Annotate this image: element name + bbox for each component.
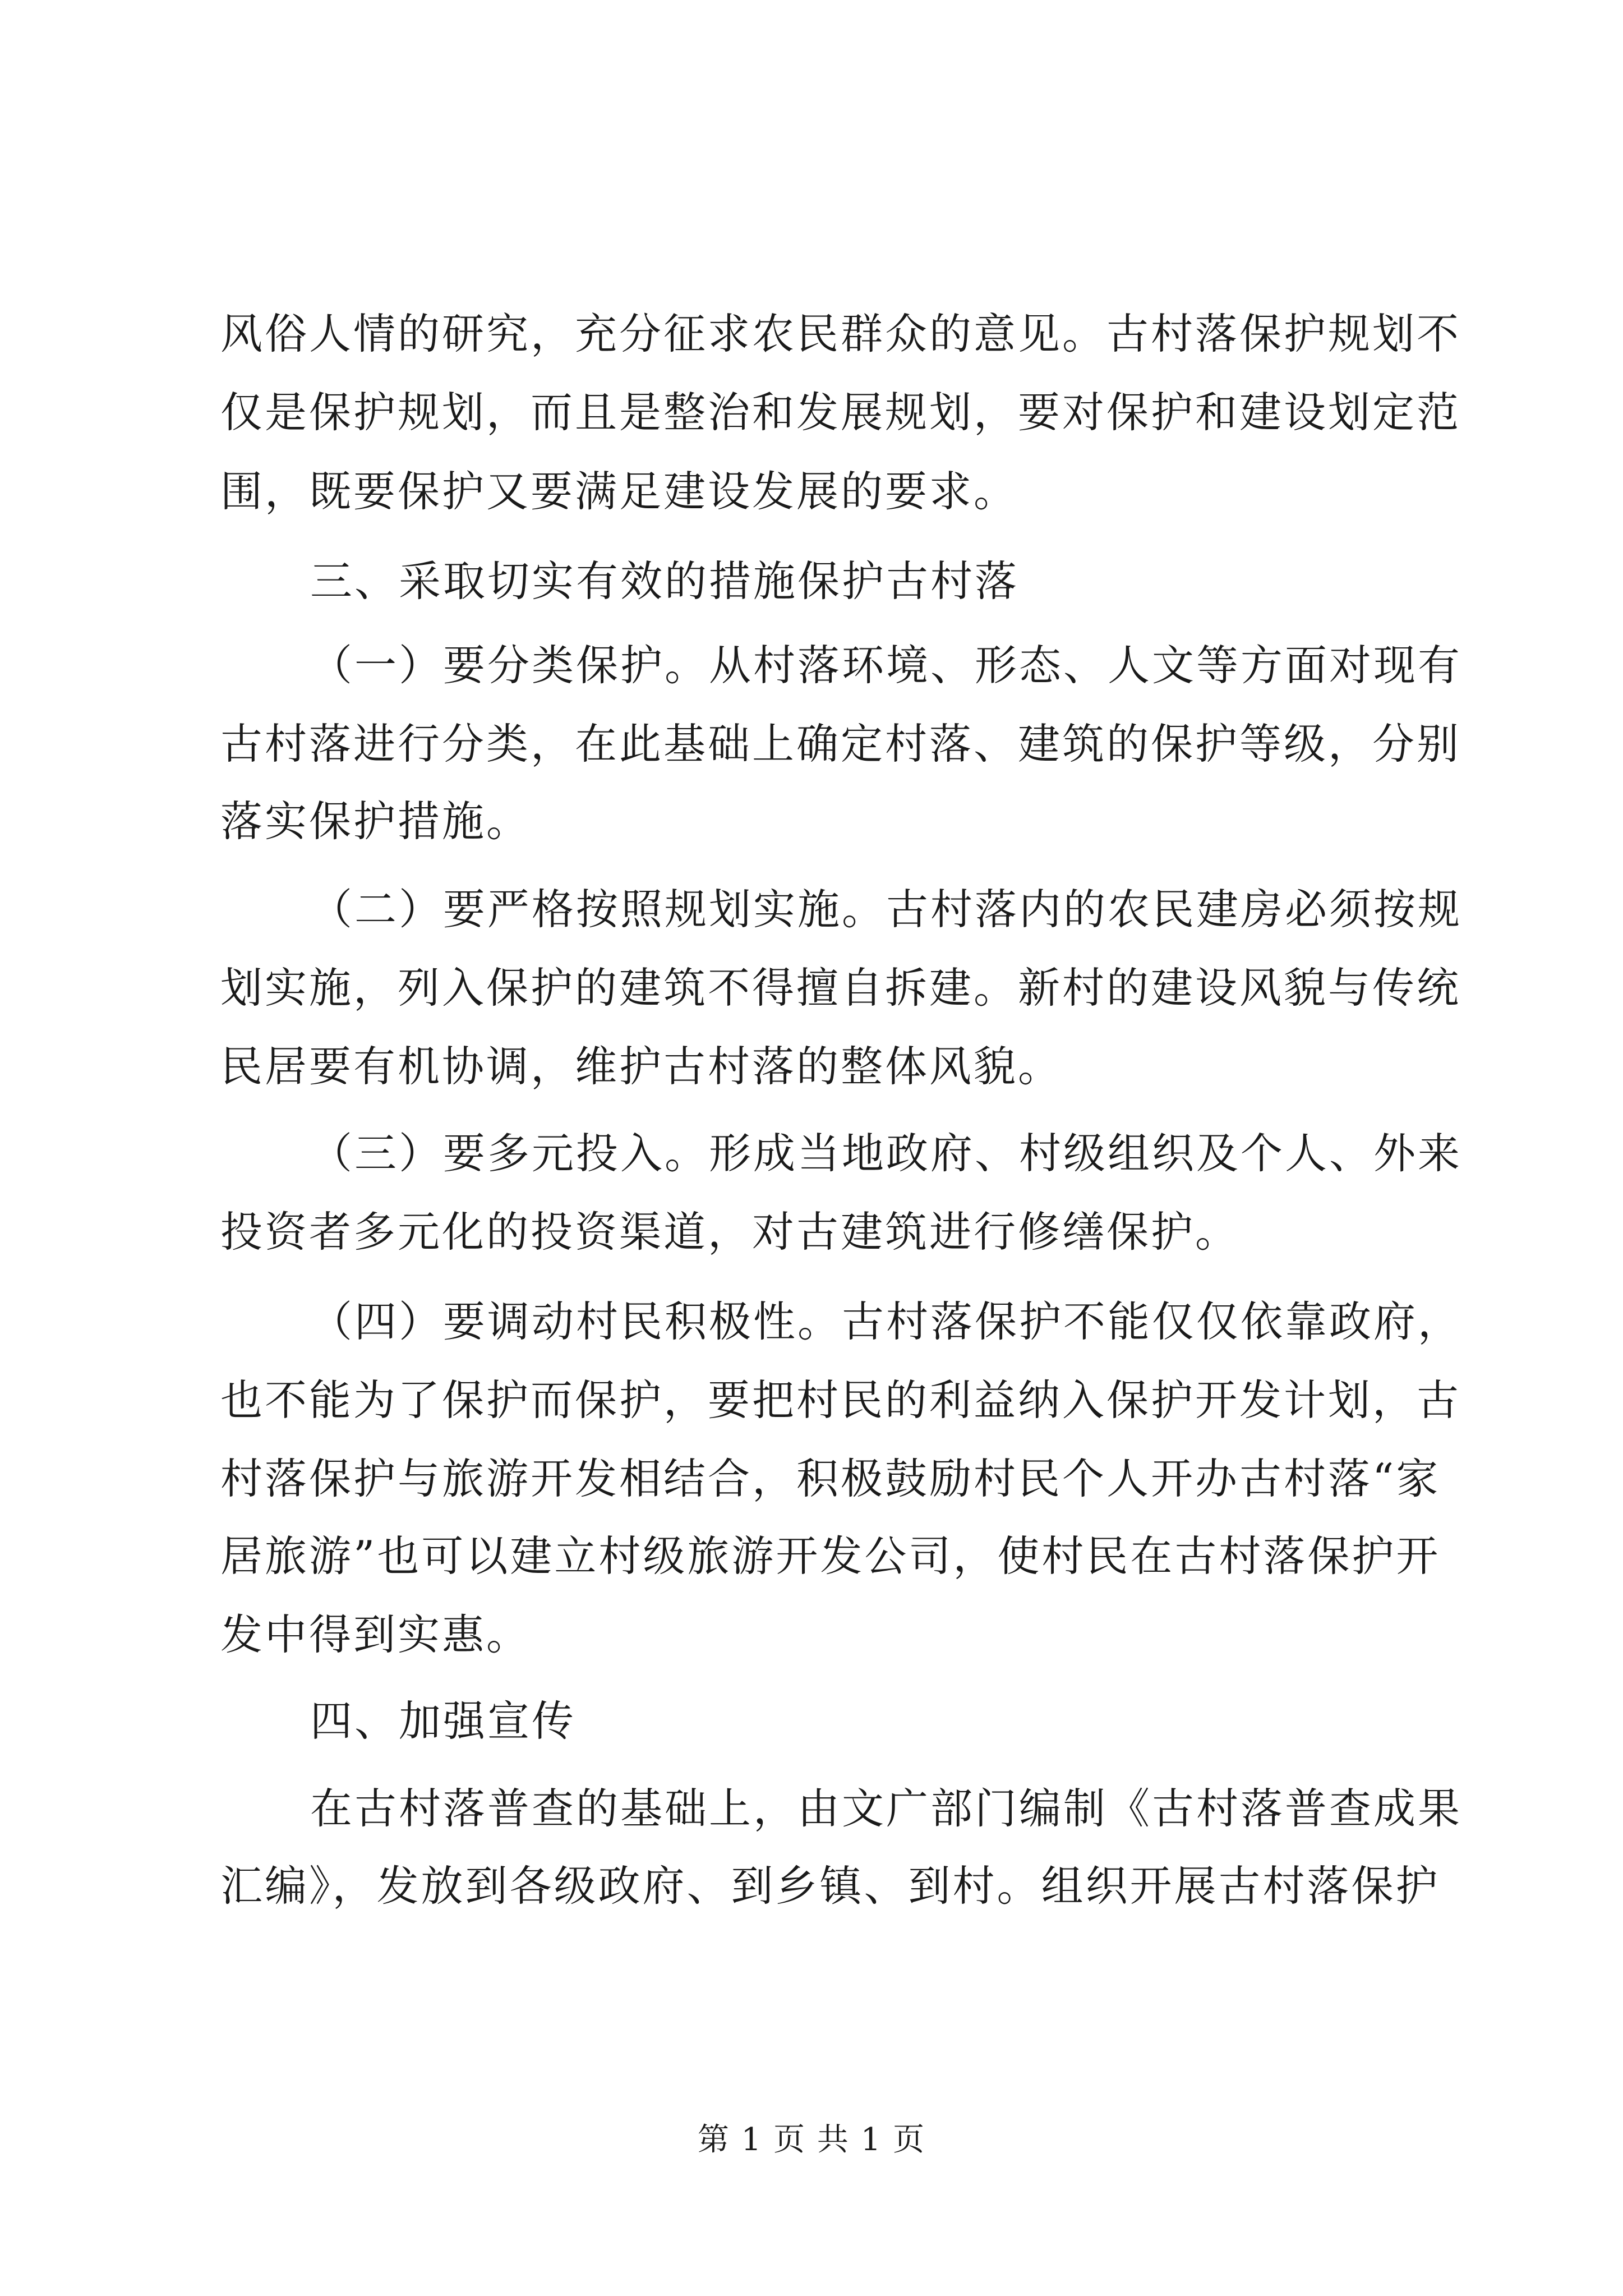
section-heading: 四、加强宣传 [310,1696,577,1746]
paragraph-line: 居旅游”也可以建立村级旅游开发公司，使村民在古村落保护开 [220,1531,1441,1581]
page-number-footer: 第 1 页 共 1 页 [697,2122,926,2158]
paragraph-line: 在古村落普查的基础上，由文广部门编制《古村落普查成果 [310,1784,1463,1833]
paragraph-line: 村落保护与旅游开发相结合，积极鼓励村民个人开办古村落“家 [220,1454,1441,1503]
paragraph-line: （一）要分类保护。从村落环境、形态、人文等方面对现有 [310,641,1463,690]
paragraph-line: （三）要多元投入。形成当地政府、村级组织及个人、外来 [310,1129,1463,1178]
paragraph-line: 发中得到实惠。 [220,1610,531,1659]
paragraph-line: 投资者多元化的投资渠道，对古建筑进行修缮保护。 [220,1207,1240,1257]
paragraph-line: 仅是保护规划，而且是整治和发展规划，要对保护和建设划定范 [220,388,1461,437]
paragraph-line: 风俗人情的研究，充分征求农民群众的意见。古村落保护规划不 [220,309,1461,358]
paragraph-line: 也不能为了保护而保护，要把村民的利益纳入保护开发计划，古 [220,1375,1461,1425]
paragraph-line: （二）要严格按照规划实施。古村落内的农民建房必须按规 [310,885,1463,934]
paragraph-line: 划实施，列入保护的建筑不得擅自拆建。新村的建设风貌与传统 [220,963,1461,1013]
section-heading: 三、采取切实有效的措施保护古村落 [310,556,1020,606]
paragraph-line: 古村落进行分类，在此基础上确定村落、建筑的保护等级，分别 [220,719,1461,769]
paragraph-line: 围，既要保护又要满足建设发展的要求。 [220,467,1018,516]
paragraph-line: （四）要调动村民积极性。古村落保护不能仅仅依靠政府， [310,1297,1463,1346]
paragraph-line: 民居要有机协调，维护古村落的整体风貌。 [220,1042,1063,1091]
paragraph-line: 落实保护措施。 [220,797,531,846]
paragraph-line: 汇编》，发放到各级政府、到乡镇、到村。组织开展古村落保护 [220,1861,1440,1911]
